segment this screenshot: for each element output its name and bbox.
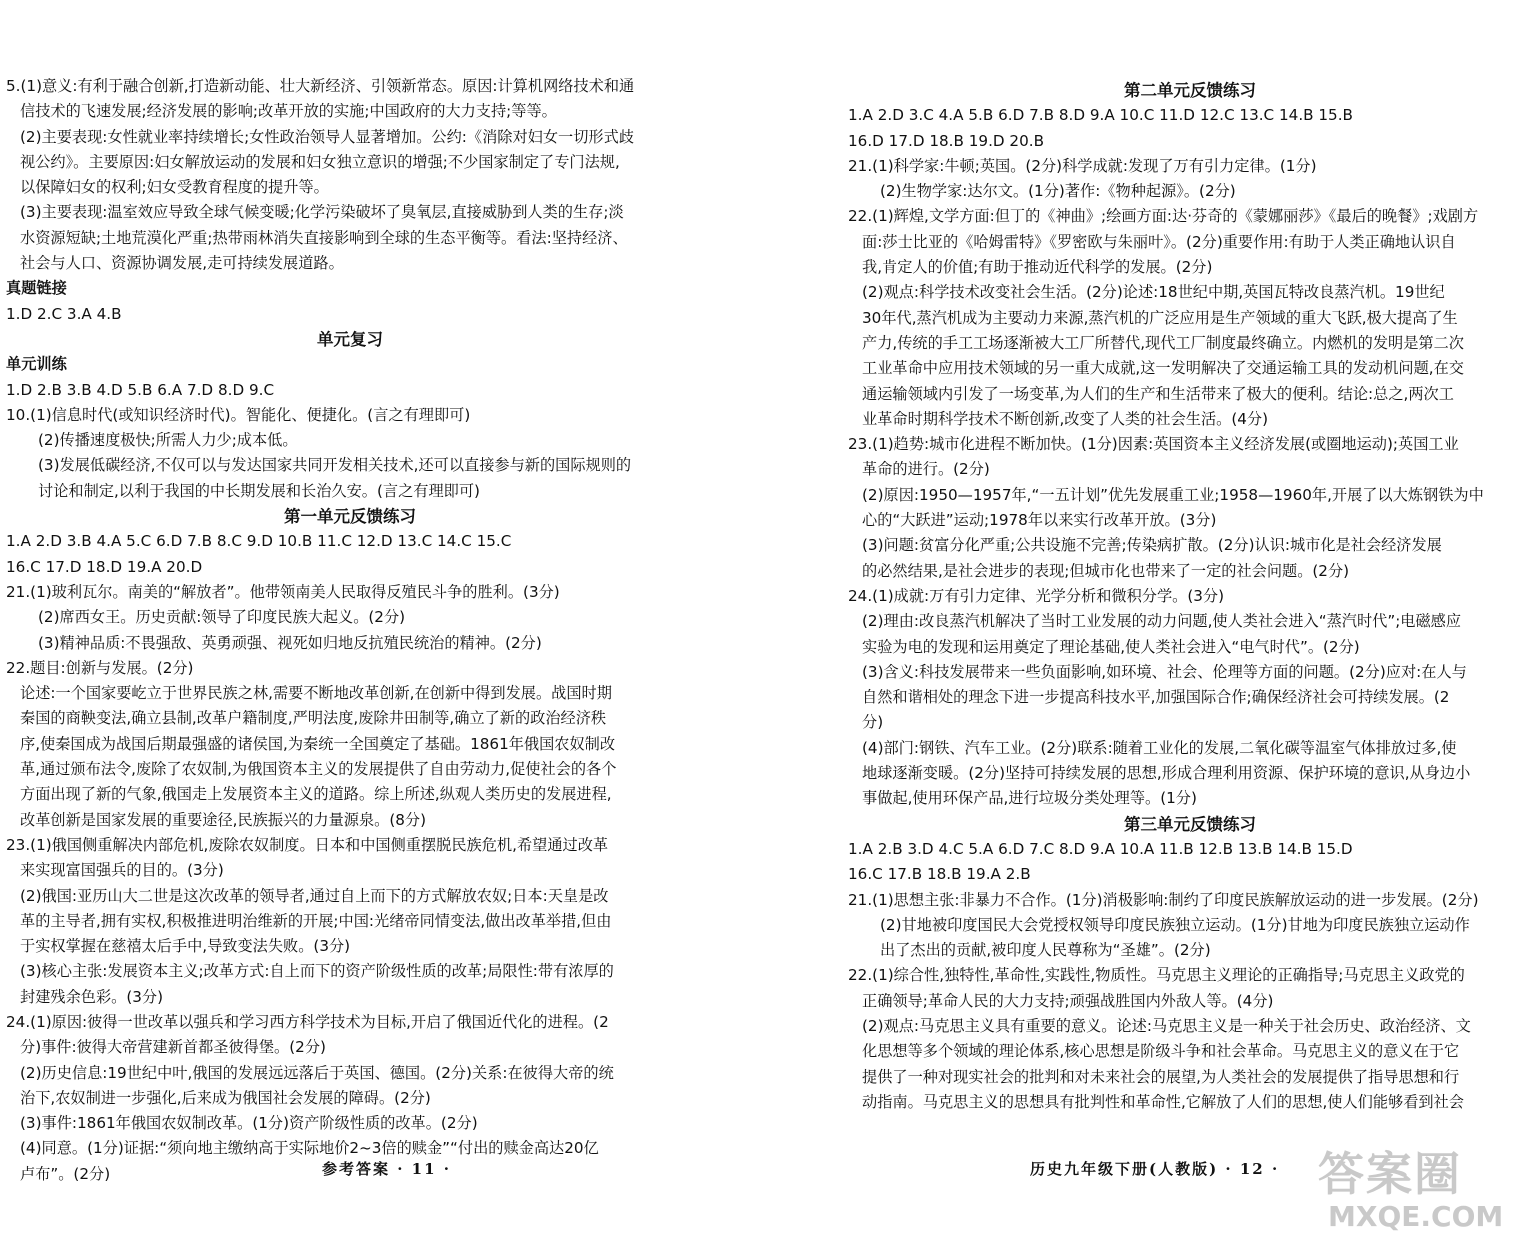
text-line: 工业革命中应用技术领域的另一重大成就,这一发明解决了交通运输工具的发动机问题,在交 [862,359,1464,378]
text-line: (3)精神品质:不畏强敌、英勇顽强、视死如归地反抗殖民统治的精神。(2分) [38,633,542,652]
text-line: (4)部门:钢铁、汽车工业。(2分)联系:随着工业化的发展,二氧化碳等温室气体排放过多,使 [862,738,1457,757]
footer-left: 参考答案 · 11 · [322,1160,451,1178]
text-line: 22.(1)综合性,独特性,革命性,实践性,物质性。马克思主义理论的正确指导;马克思主义政党的 [848,966,1465,985]
text-line: 21.(1)玻利瓦尔。南美的“解放者”。他带领南美人民取得反殖民斗争的胜利。(3分) [6,582,560,601]
text-line: 动指南。马克思主义的思想具有批判性和革命性,它解放了人们的思想,使人们能够看到社会 [862,1092,1464,1111]
text-line: 事做起,使用环保产品,进行垃圾分类处理等。(1分) [862,789,1197,808]
text-line: 1.D 2.B 3.B 4.D 5.B 6.A 7.D 8.D 9.C [6,380,275,399]
text-line: 16.C 17.B 18.B 19.A 2.B [848,865,1031,884]
footer-right: 历史九年级下册(人教版) · 12 · [1030,1160,1280,1178]
subsection-heading: 真题链接 [6,279,67,298]
text-line: (3)事件:1861年俄国农奴制改革。(1分)资产阶级性质的改革。(2分) [20,1114,478,1133]
right-column [848,78,1532,1115]
text-line: 出了杰出的贡献,被印度人民尊称为“圣雄”。(2分) [880,941,1211,960]
text-line: (2)席西女王。历史贡献:领导了印度民族大起义。(2分) [38,608,406,627]
text-line: 视公约》。主要原因:妇女解放运动的发展和妇女独立意识的增强;不少国家制定了专门法规, [20,152,620,171]
left-column [6,74,694,1187]
text-line: 16.C 17.D 18.D 19.A 20.D [6,557,203,576]
text-line: 1.D 2.C 3.A 4.B [6,304,122,323]
text-line: (2)生物学家:达尔文。(1分)著作:《物种起源》。(2分) [880,182,1236,201]
section-heading: 第二单元反馈练习 [1124,81,1256,100]
text-line: 提供了一种对现实社会的批判和对未来社会的展望,为人类社会的发展提供了指导思想和行 [862,1067,1460,1086]
text-line: 改革创新是国家发展的重要途径,民族振兴的力量源泉。(8分) [20,810,427,829]
text-line: 心的“大跃进”运动;1978年以来实行改革开放。(3分) [862,511,1217,530]
text-line: 分) [862,713,884,732]
text-line: 24.(1)成就:万有引力定律、光学分析和微积分学。(3分) [848,586,1225,605]
watermark-url: MXQE.COM [1328,1200,1504,1233]
text-line: 5.(1)意义:有利于融合创新,打造新动能、壮大新经济、引领新常态。原因:计算机网络技术和通 [6,77,635,95]
text-line: 我,肯定人的价值;有助于推动近代科学的发展。(2分) [862,258,1213,277]
text-line: 10.(1)信息时代(或知识经济时代)。智能化、便捷化。(言之有理即可) [6,405,471,424]
text-line: 革命的进行。(2分) [862,460,990,479]
text-line: 信技术的飞速发展;经济发展的影响;改革开放的实施;中国政府的大力支持;等等。 [20,102,557,121]
text-line: 业革命时期科学技术不断创新,改变了人类的社会生活。(4分) [862,409,1269,428]
text-line: (2)甘地被印度国民大会党授权领导印度民族独立运动。(1分)甘地为印度民族独立运动作 [880,915,1470,934]
text-line: (2)俄国:亚历山大二世是这次改革的领导者,通过自上而下的方式解放农奴;日本:天皇是改 [20,886,609,905]
subsection-heading: 单元训练 [6,355,67,374]
text-line: 序,使秦国成为战国后期最强盛的诸侯国,为秦统一全国奠定了基础。1861年俄国农奴制改 [20,734,616,753]
text-line: (3)发展低碳经济,不仅可以与发达国家共同开发相关技术,还可以直接参与新的国际规则的 [38,456,632,475]
text-line: 自然和谐相处的理念下进一步提高科技水平,加强国际合作;确保经济社会可持续发展。(2 [862,688,1450,707]
watermark-logo [1318,1138,1532,1242]
text-line: 1.A 2.D 3.C 4.A 5.B 6.D 7.B 8.D 9.A 10.C 11.D 12.C 13.C 14.B 15.B [848,106,1353,125]
text-line: 化思想等多个领域的理论体系,核心思想是阶级斗争和社会革命。马克思主义的意义在于它 [862,1042,1460,1061]
text-line: 讨论和制定,以利于我国的中长期发展和长治久安。(言之有理即可) [38,481,480,500]
text-line: 卢布”。(2分) [20,1164,111,1183]
text-line: 社会与人口、资源协调发展,走可持续发展道路。 [20,254,344,273]
text-line: 30年代,蒸汽机成为主要动力来源,蒸汽机的广泛应用是生产领域的重大飞跃,极大提高了生 [862,308,1458,327]
text-line: (2)传播速度极快;所需人力少;成本低。 [38,431,298,450]
text-line: 以保障妇女的权利;妇女受教育程度的提升等。 [20,178,329,197]
text-line: (3)核心主张:发展资本主义;改革方式:自上而下的资产阶级性质的改革;局限性:带有浓厚的 [20,962,614,981]
text-line: 实验为电的发现和运用奠定了理论基础,使人类社会进入“电气时代”。(2分) [862,637,1360,656]
section-heading: 第一单元反馈练习 [284,507,416,527]
text-line: 正确领导;革命人民的大力支持;顽强战胜国内外敌人等。(4分) [862,991,1274,1010]
text-line: 分)事件:彼得大帝营建新首都圣彼得堡。(2分) [20,1038,326,1057]
text-line: 21.(1)科学家:牛顿;英国。(2分)科学成就:发现了万有引力定律。(1分) [848,156,1317,175]
text-line: 革,通过颁布法令,废除了农奴制,为俄国资本主义的发展提供了自由劳动力,促使社会的各个 [20,760,617,779]
text-line: 的必然结果,是社会进步的表现;但城市化也带来了一定的社会问题。(2分) [862,561,1350,580]
text-line: (2)主要表现:女性就业率持续增长;女性政治领导人显著增加。公约:《消除对妇女一切形式歧 [20,127,634,146]
text-line: 秦国的商鞅变法,确立县制,改革户籍制度,严明法度,废除井田制等,确立了新的政治经济秩 [20,709,607,728]
text-line: (2)原因:1950—1957年,“一五计划”优先发展重工业;1958—1960年,开展了以大炼钢铁为中 [862,485,1484,504]
text-line: 产力,传统的手工工场逐渐被大工厂所替代,现代工厂制度最终确立。内燃机的发明是第二次 [862,333,1464,352]
text-line: (2)理由:改良蒸汽机解决了当时工业发展的动力问题,使人类社会进入“蒸汽时代”;电磁感应 [862,612,1462,631]
text-line: 16.D 17.D 18.B 19.D 20.B [848,131,1044,150]
section-heading: 第三单元反馈练习 [1124,814,1256,834]
text-line: 22.(1)辉煌,文学方面:但丁的《神曲》;绘画方面:达·芬奇的《蒙娜丽莎》《最后的晚餐》;戏剧方 [848,207,1479,226]
text-line: 方面出现了新的气象,俄国走上发展资本主义的道路。综上所述,纵观人类历史的发展进程, [20,785,612,804]
text-line: 23.(1)趋势:城市化进程不断加快。(1分)因素:英国资本主义经济发展(或圈地运动);英国工业 [848,435,1459,454]
text-line: 22.题目:创新与发展。(2分) [6,658,194,677]
text-line: 治下,农奴制进一步强化,后来成为俄国社会发展的障碍。(2分) [20,1088,431,1107]
text-line: 24.(1)原因:彼得一世改革以强兵和学习西方科学技术为目标,开启了俄国近代化的进程。(2 [6,1012,609,1031]
text-line: 面:莎士比亚的《哈姆雷特》《罗密欧与朱丽叶》。(2分)重要作用:有助于人类正确地认识自 [862,232,1456,251]
text-line: (3)主要表现:温室效应导致全球气候变暖;化学污染破坏了臭氧层,直接威胁到人类的生存;淡 [20,203,624,222]
text-line: (2)观点:马克思主义具有重要的意义。论述:马克思主义是一种关于社会历史、政治经济、文 [862,1016,1471,1035]
text-line: (3)含义:科技发展带来一些负面影响,如环境、社会、伦理等方面的问题。(2分)应对:在人与 [862,662,1467,681]
text-line: (2)历史信息:19世纪中叶,俄国的发展远远落后于英国、德国。(2分)关系:在彼得大帝的统 [20,1063,614,1082]
text-line: 通运输领域内引发了一场变革,为人们的生产和生活带来了极大的便利。结论:总之,两次工 [862,384,1454,403]
section-heading: 单元复习 [317,329,383,349]
text-line: 于实权掌握在慈禧太后手中,导致变法失败。(3分) [20,937,351,956]
text-line: (4)同意。(1分)证据:“须向地主缴纳高于实际地价2~3倍的赎金”“付出的赎金高达20亿 [20,1139,599,1158]
text-line: 23.(1)俄国侧重解决内部危机,废除农奴制度。日本和中国侧重摆脱民族危机,希望通过改革 [6,835,609,854]
text-line: 革的主导者,拥有实权,积极推进明治维新的开展;中国:光绪帝同情变法,做出改革举措,但由 [20,911,612,930]
text-line: (3)问题:贫富分化严重;公共设施不完善;传染病扩散。(2分)认识:城市化是社会经济发展 [862,536,1442,555]
text-line: 1.A 2.D 3.B 4.A 5.C 6.D 7.B 8.C 9.D 10.B 11.C 12.D 13.C 14.C 15.C [6,532,512,551]
text-line: 1.A 2.B 3.D 4.C 5.A 6.D 7.C 8.D 9.A 10.A 11.B 12.B 13.B 14.B 15.D [848,839,1353,858]
text-line: 来实现富国强兵的目的。(3分) [20,861,224,880]
watermark-text: 答案圈 [1318,1147,1462,1201]
text-line: (2)观点:科学技术改变社会生活。(2分)论述:18世纪中期,英国瓦特改良蒸汽机。19世纪 [862,283,1445,302]
text-line: 21.(1)思想主张:非暴力不合作。(1分)消极影响:制约了印度民族解放运动的进一步发展。(2分) [848,890,1479,909]
text-line: 水资源短缺;土地荒漠化严重;热带雨林消失直接影响到全球的生态平衡等。看法:坚持经济、 [20,228,628,247]
text-line: 地球逐渐变暖。(2分)坚持可持续发展的思想,形成合理利用资源、保护环境的意识,从身边小 [862,764,1471,783]
text-line: 封建残余色彩。(3分) [20,987,164,1006]
text-line: 论述:一个国家要屹立于世界民族之林,需要不断地改革创新,在创新中得到发展。战国时期 [20,684,612,703]
